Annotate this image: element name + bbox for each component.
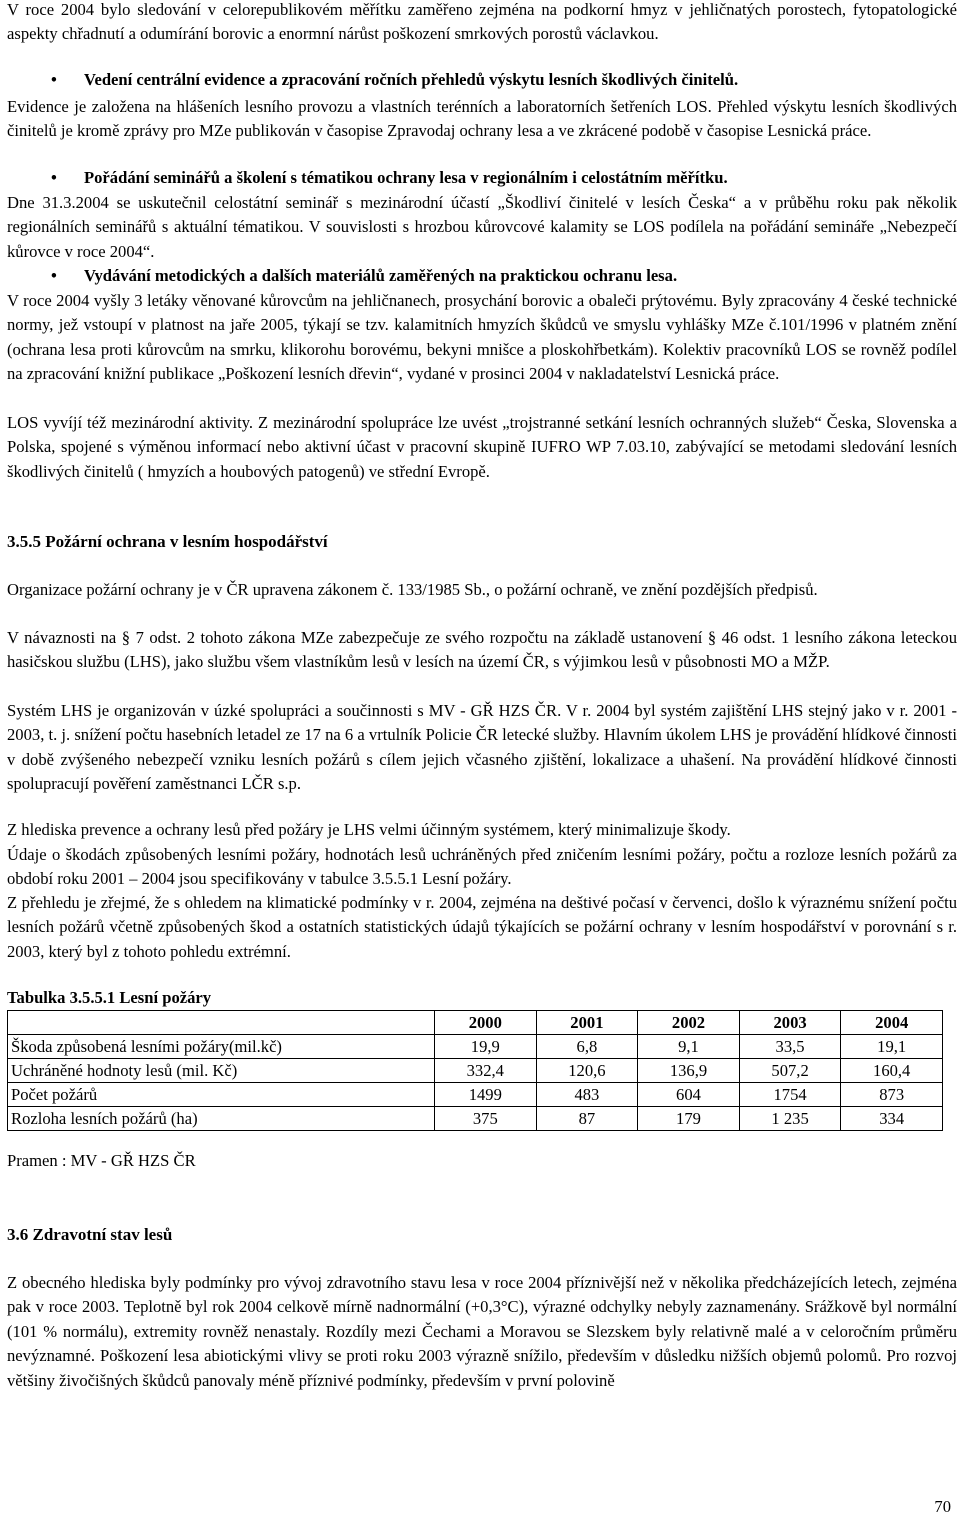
bullet-text: Vydávání metodických a dalších materiálů zaměřených na praktickou ochranu lesa. (84, 266, 678, 285)
table-header-year: 2001 (536, 1011, 638, 1035)
table-header-year: 2002 (638, 1011, 740, 1035)
paragraph-health: Z obecného hlediska byly podmínky pro vývoj zdravotního stavu lesa v roce 2004 příznivější než v několika předcházejících letech, zejména pak v roce 2003. Teplotně byl rok 2004 celkově mírně nadnormální (+0,3°C), výrazné odchylky nebyly zaznamenány. Srážkově byl normální (101 % normálu), extremity rovněž nenastaly. Rozdíly mezi Čechami a Moravou se Slezskem byly relativně malé a v celoročním průměru nevýznamné. Poškození lesa abiotickými vlivy se proti roku 2003 výrazně snížilo, především v důsledku nižších objemů polomů. Pro rozvoj většiny živočišných škůdců panovaly méně příznivé podmínky, především v první polovině (7, 1273, 957, 1390)
fire-statistics-table (7, 1010, 943, 1131)
table-row-label: Škoda způsobená lesními požáry(mil.kč) (8, 1035, 435, 1059)
table-cell: 604 (638, 1083, 740, 1107)
paragraph-fire-6: Z přehledu je zřejmé, že s ohledem na klimatické podmínky v r. 2004, zejména na deštivé počasí v červenci, došlo k výraznému snížení počtu lesních požárů včetně způsobených škod a ostatních statistických údajů týkajících se požární ochrany v lesním hospodářství v porovnání s r. 2003, který byl z tohoto pohledu extrémní. (7, 893, 957, 961)
table-cell: 33,5 (739, 1035, 841, 1059)
table-cell: 19,9 (435, 1035, 537, 1059)
table-caption: Tabulka 3.5.5.1 Lesní požáry (7, 988, 212, 1007)
table-header-empty-cell (8, 1011, 435, 1035)
bullet-text: Pořádání seminářů a školení s tématikou ochrany lesa v regionálním i celostátním měřítku. (84, 168, 728, 187)
table-cell: 375 (435, 1107, 537, 1131)
table-row (8, 1059, 943, 1083)
table-cell: 507,2 (739, 1059, 841, 1083)
paragraph-fire-3: Systém LHS je organizován v úzké spolupráci a součinnosti s MV - GŘ HZS ČR. V r. 2004 byl systém zajištění LHS stejný jako v r. 2001 - 2003, t. j. snížení počtu hasebních letadel ze 17 na 6 a vrtulník Policie ČR letecké služby. Hlavním úkolem LHS je provádění hlídkové činnosti v době zvýšeného nebezpečí vzniku lesních požárů s cílem jejich včasného zjištění, lokalizace a uhašení. Na provádění hlídkové činnosti spolupracují pověření zaměstnanci LČR s.p. (7, 701, 957, 794)
table-header-year: 2003 (739, 1011, 841, 1035)
table-row (8, 1035, 943, 1059)
table-cell: 1499 (435, 1083, 537, 1107)
table-header-year: 2004 (841, 1011, 943, 1035)
table-row (8, 1083, 943, 1107)
table-cell: 19,1 (841, 1035, 943, 1059)
paragraph-materials: V roce 2004 vyšly 3 letáky věnované kůrovcům na jehličnanech, prosychání borovic a obaleči prýtovému. Byly zpracovány 4 české technické normy, jež vstoupí v platnost na jaře 2005, týkají se tzv. kalamitních hmyzích škůdců ve smyslu vyhlášky MZe č.101/1996 v platném znění (ochrana lesa proti kůrovcům na smrku, klikorohu borovému, bekyni mnišce a ploskohřbetkám). Kolektiv pracovníků LOS se rovněž podílel na zpracování knižní publikace „Poškození lesních dřevin“, vydané v prosinci 2004 v nakladatelství Lesnická práce. (7, 291, 957, 384)
page-number: 70 (934, 1497, 951, 1516)
paragraph-seminar: Dne 31.3.2004 se uskutečnil celostátní seminář s mezinárodní účastí „Škodliví činitelé v lesích Česka“ a v průběhu roku pak několik regionálních seminářů s aktuální tématikou. V souvislosti s hrozbou kůrovcové kalamity se LOS podílela na pořádání semináře „Nebezpečí kůrovce v roce 2004“. (7, 193, 957, 261)
bullet-dot-icon: • (51, 266, 57, 285)
table-row-label: Uchráněné hodnoty lesů (mil. Kč) (8, 1059, 435, 1083)
table-cell: 1 235 (739, 1107, 841, 1131)
bullet-dot-icon: • (51, 168, 57, 187)
table-cell: 332,4 (435, 1059, 537, 1083)
paragraph-fire-2: V návaznosti na § 7 odst. 2 tohoto zákona MZe zabezpečuje ze svého rozpočtu na základě ustanovení § 46 odst. 1 lesního zákona leteckou hasičskou službu (LHS), jako službu všem vlastníkům lesů v lesích na území ČR, s výjimkou lesů v působnosti MO a MŽP. (7, 628, 957, 672)
table-cell: 9,1 (638, 1035, 740, 1059)
bullet-dot-icon: • (51, 70, 57, 89)
paragraph-intro: V roce 2004 bylo sledování v celorepublikovém měřítku zaměřeno zejména na podkorní hmyz v jehličnatých porostech, fytopatologické aspekty chřadnutí a odumírání borovic a enormní nárůst poškození smrkových porostů václavkou. (7, 0, 957, 44)
table-cell: 483 (536, 1083, 638, 1107)
table-header-year: 2000 (435, 1011, 537, 1035)
table-row (8, 1107, 943, 1131)
table-source: Pramen : MV - GŘ HZS ČR (7, 1151, 196, 1170)
paragraph-international: LOS vyvíjí též mezinárodní aktivity. Z mezinárodní spolupráce lze uvést „trojstranné setkání lesních ochranných služeb“ Česka, Slovenska a Polska, spojené s výměnou informací nebo aktivní účast v pracovní skupině IUFRO WP 7.03.10, zabývající se metodami sledování lesních škodlivých činitelů ( hmyzích a houbových patogenů) ve střední Evropě. (7, 413, 957, 481)
section-heading-3-5-5: 3.5.5 Požární ochrana v lesním hospodářství (7, 532, 328, 551)
paragraph-fire-1: Organizace požární ochrany je v ČR upravena zákonem č. 133/1985 Sb., o požární ochraně, ve znění pozdějších předpisů. (7, 580, 818, 599)
table-row-label: Počet požárů (8, 1083, 435, 1107)
table-cell: 136,9 (638, 1059, 740, 1083)
paragraph-evidence: Evidence je založena na hlášeních lesního provozu a vlastních terénních a laboratorních šetřeních LOS. Přehled výskytu lesních škodlivých činitelů je kromě zprávy pro MZe publikován v časopise Zpravodaj ochrany lesa a ve zkrácené podobě v časopise Lesnická práce. (7, 97, 957, 141)
bullet-text: Vedení centrální evidence a zpracování ročních přehledů výskytu lesních škodlivých činitelů. (84, 70, 739, 89)
table-header-row (8, 1011, 943, 1035)
table-cell: 87 (536, 1107, 638, 1131)
table-cell: 120,6 (536, 1059, 638, 1083)
table-cell: 334 (841, 1107, 943, 1131)
paragraph-fire-5: Údaje o škodách způsobených lesními požáry, hodnotách lesů uchráněných před zničením lesními požáry, počtu a rozloze lesních požárů za období roku 2001 – 2004 jsou specifikovány v tabulce 3.5.5.1 Lesní požáry. (7, 845, 957, 889)
table-cell: 873 (841, 1083, 943, 1107)
table-cell: 6,8 (536, 1035, 638, 1059)
table-row-label: Rozloha lesních požárů (ha) (8, 1107, 435, 1131)
paragraph-fire-4: Z hlediska prevence a ochrany lesů před požáry je LHS velmi účinným systémem, který minimalizuje škody. (7, 820, 731, 839)
table-cell: 160,4 (841, 1059, 943, 1083)
table-cell: 1754 (739, 1083, 841, 1107)
section-heading-3-6: 3.6 Zdravotní stav lesů (7, 1225, 173, 1244)
table-cell: 179 (638, 1107, 740, 1131)
